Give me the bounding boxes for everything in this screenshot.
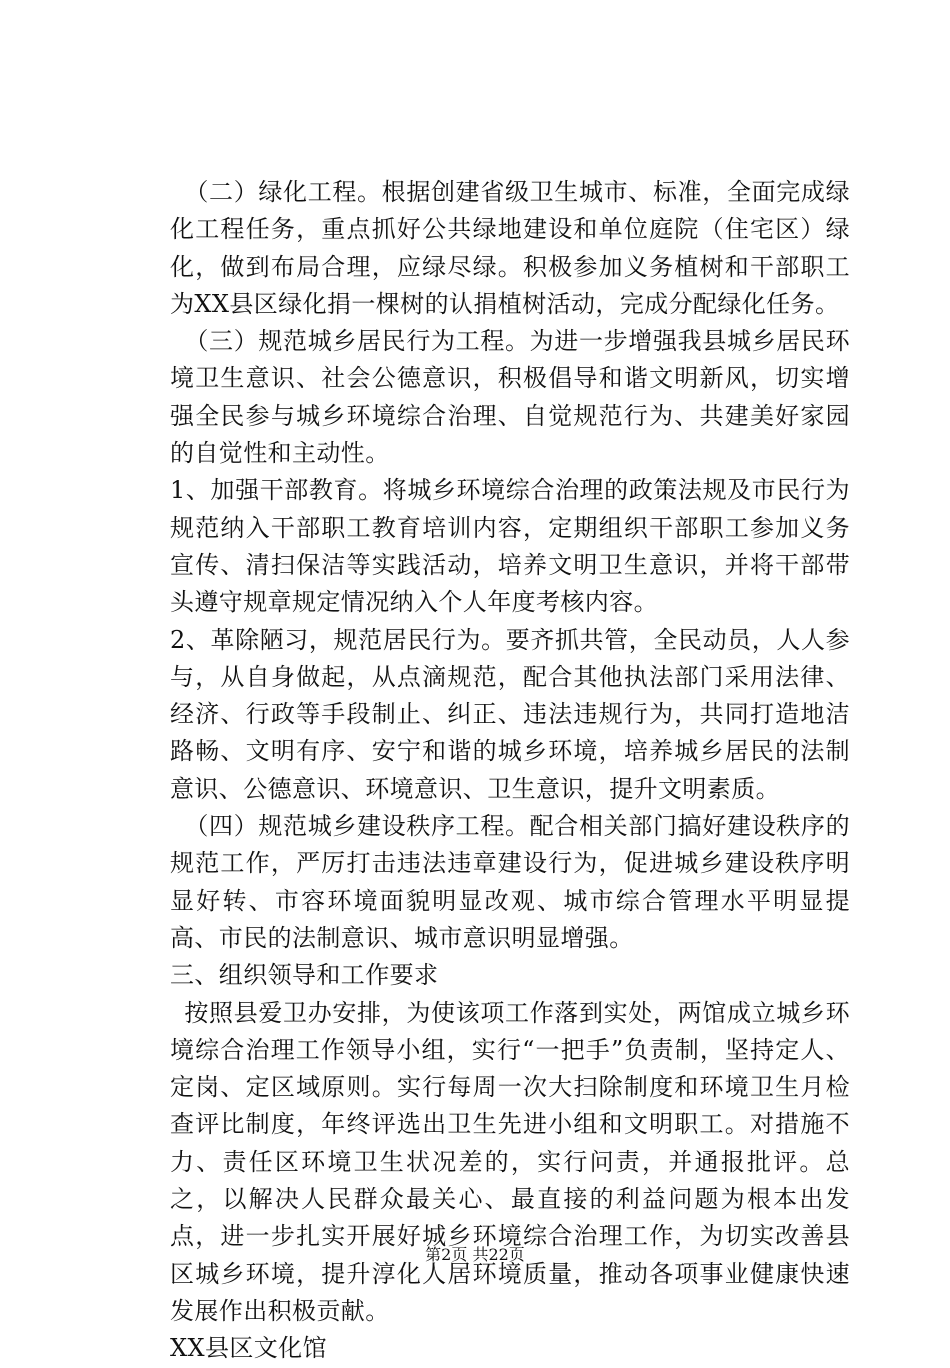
paragraph-cadre-education: 1、加强干部教育。将城乡环境综合治理的政策法规及市民行为规范纳入干部职工教育培训内容，定期组织干部职工参加义务宣传、清扫保洁等实践活动，培养文明卫生意识，并将干部带头遵守规章规定情况纳入个人年度考核内容。: [170, 476, 850, 617]
section-heading-organization: 三、组织领导和工作要求: [170, 961, 439, 990]
paragraph-resident-behavior-project: （三）规范城乡居民行为工程。为进一步增强我县城乡居民环境卫生意识、社会公德意识，积极倡导和谐文明新风，切实增强全民参与城乡环境综合治理、自觉规范行为、共建美好家园的自觉性和主动性。: [170, 327, 850, 468]
paragraph-construction-order-project: （四）规范城乡建设秩序工程。配合相关部门搞好建设秩序的规范工作，严厉打击违法违章建设行为，促进城乡建设秩序明显好转、市容环境面貌明显改观、城市综合管理水平明显提高、市民的法制意识、城市意识明显增强。: [170, 812, 850, 952]
document-body: [170, 174, 850, 1368]
signature-organization: XX县区文化馆: [170, 1334, 327, 1363]
paragraph-greening-project: （二）绿化工程。根据创建省级卫生城市、标准，全面完成绿化工程任务，重点抓好公共绿地建设和单位庭院（住宅区）绿化，做到布局合理，应绿尽绿。积极参加义务植树和干部职工为XX县区绿化捐一棵树的认捐植树活动，完成分配绿化任务。: [170, 178, 850, 318]
paragraph-remove-bad-habits: 2、革除陋习，规范居民行为。要齐抓共管，全民动员，人人参与，从自身做起，从点滴规范，配合其他执法部门采用法律、经济、行政等手段制止、纠正、违法违规行为，共同打造地洁路畅、文明有序、安宁和谐的城乡环境，培养城乡居民的法制意识、公德意识、环境意识、卫生意识，提升文明素质。: [170, 625, 850, 803]
page-number-footer: 第2页 共22页: [425, 1245, 525, 1264]
paragraph-work-requirements: 按照县爱卫办安排，为使该项工作落到实处，两馆成立城乡环境综合治理工作领导小组，实行“一把手”负责制，坚持定人、定岗、定区域原则。实行每周一次大扫除制度和环境卫生月检查评比制度，年终评选出卫生先进小组和文明职工。对措施不力、责任区环境卫生状况差的，实行问责，并通报批评。总之，以解决人民群众最关心、最直接的利益问题为根本出发点，进一步扎实开展好城乡环境综合治理工作，为切实改善县区城乡环境，提升淳化人居环境质量，推动各项事业健康快速发展作出积极贡献。: [170, 998, 850, 1325]
